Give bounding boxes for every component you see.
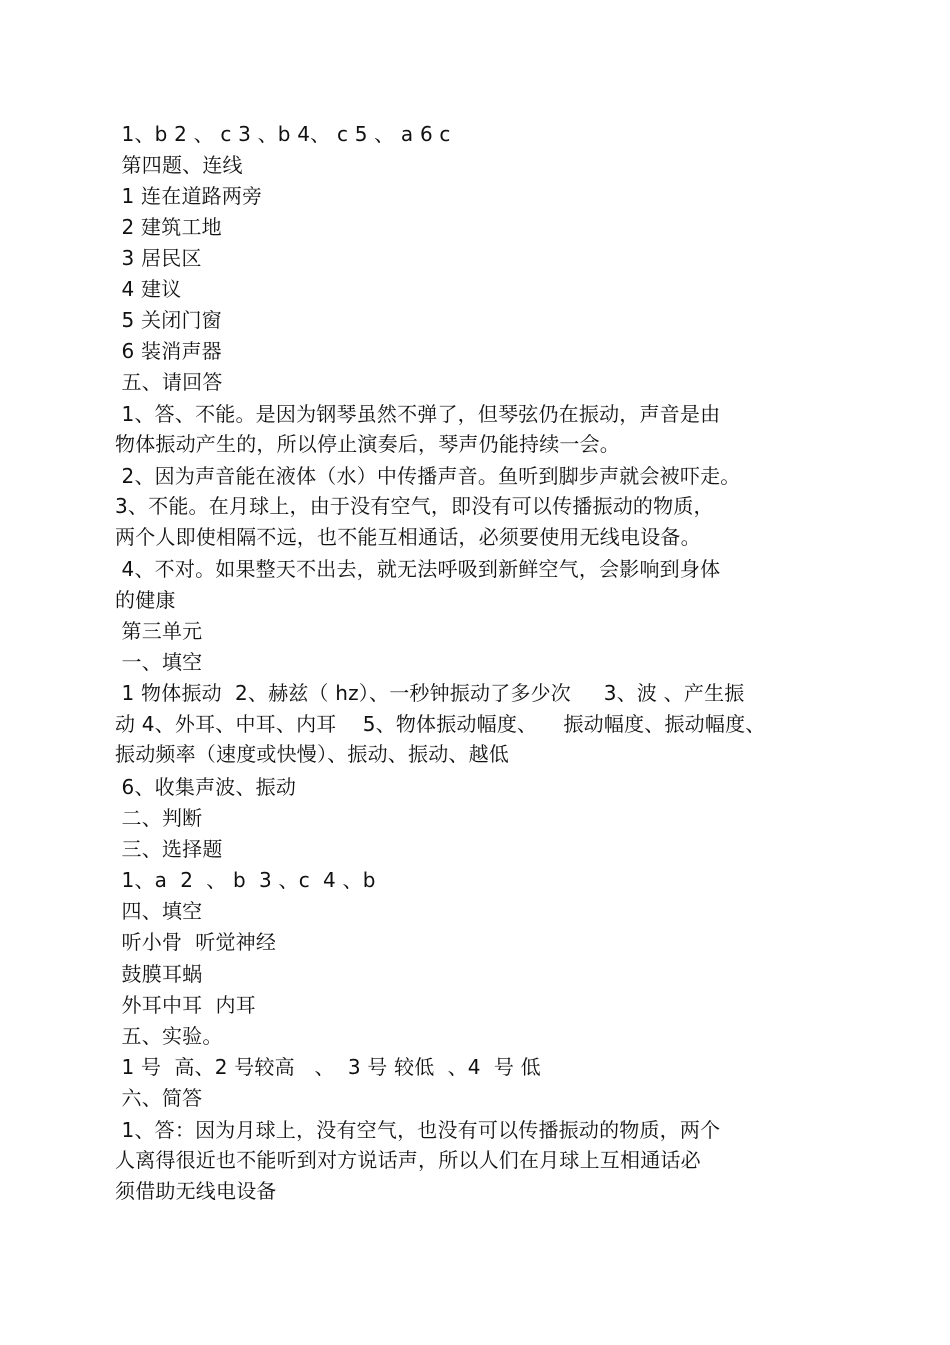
text-line: 第三单元 (115, 619, 203, 643)
text-line: 1 号 高、2 号较高 、 3 号 较低 、4 号 低 (115, 1055, 541, 1079)
text-line: 1、答、不能。是因为钢琴虽然不弹了，但琴弦仍在振动，声音是由 (115, 402, 721, 426)
text-line: 鼓膜耳蜗 (115, 962, 203, 986)
text-line: 听小骨 听觉神经 (115, 930, 277, 954)
text-line: 两个人即使相隔不远，也不能互相通话，必须要使用无线电设备。 (115, 525, 701, 549)
text-line: 三、选择题 (115, 837, 223, 861)
text-line: 1 物体振动 2、赫兹（ hz）、一秒钟振动了多少次 3、波 、产生振 (115, 681, 745, 705)
text-line: 动 4、外耳、中耳、内耳 5、物体振动幅度、 振动幅度、振动幅度、 (115, 712, 766, 736)
text-line: 五、实验。 (115, 1024, 223, 1048)
text-line: 外耳中耳 内耳 (115, 993, 256, 1017)
text-line: 须借助无线电设备 (115, 1179, 277, 1203)
text-line: 2 建筑工地 (115, 215, 222, 239)
text-line: 1、a 2 、 b 3 、c 4 、b (115, 868, 376, 892)
text-line: 6、收集声波、振动 (115, 775, 297, 799)
text-line: 6 装消声器 (115, 339, 222, 363)
text-line: 3 居民区 (115, 246, 202, 270)
text-line: 五、请回答 (115, 370, 223, 394)
text-line: 4、不对。如果整天不出去，就无法呼吸到新鲜空气，会影响到身体 (115, 557, 721, 581)
text-line: 人离得很近也不能听到对方说话声，所以人们在月球上互相通话必 (115, 1148, 701, 1172)
text-line: 2、因为声音能在液体（水）中传播声音。鱼听到脚步声就会被吓走。 (115, 464, 741, 488)
text-line: 5 关闭门窗 (115, 308, 222, 332)
text-line: 1、b 2 、 c 3 、b 4、 c 5 、 a 6 c (115, 122, 451, 146)
text-line: 六、简答 (115, 1086, 203, 1110)
text-line: 二、判断 (115, 806, 203, 830)
text-line: 振动频率（速度或快慢）、振动、振动、越低 (115, 742, 509, 766)
text-line: 4 建议 (115, 277, 182, 301)
text-line: 1 连在道路两旁 (115, 184, 263, 208)
text-line: 物体振动产生的，所以停止演奏后，琴声仍能持续一会。 (115, 432, 620, 456)
text-line: 一、填空 (115, 650, 203, 674)
text-line: 第四题、连线 (115, 153, 243, 177)
text-line: 的健康 (115, 588, 176, 612)
text-line: 3、不能。在月球上，由于没有空气，即没有可以传播振动的物质， (115, 494, 714, 518)
text-line: 四、填空 (115, 899, 203, 923)
text-line: 1、答：因为月球上，没有空气，也没有可以传播振动的物质，两个 (115, 1118, 721, 1142)
